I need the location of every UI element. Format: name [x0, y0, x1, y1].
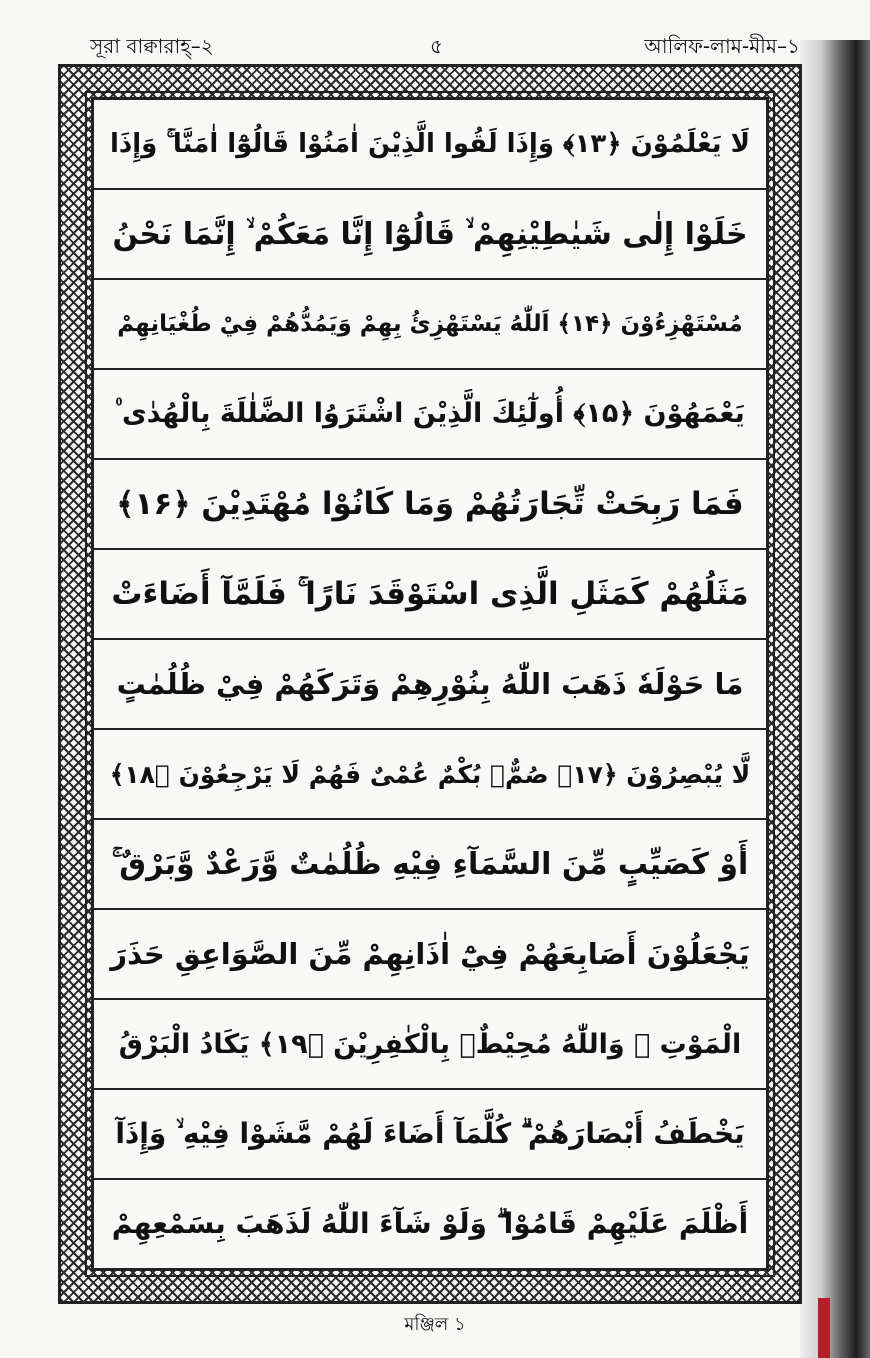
- verse-line: مُسْتَهْزِءُوْنَ ﴿۱۴﴾ اَللّٰهُ يَسْتَهْزِئُ بِهِمْ وَيَمُدُّهُمْ فِيْ طُغْيَانِهِمْ: [94, 280, 766, 370]
- verse-line: لَا يَعْلَمُوْنَ ﴿۱۳﴾ وَإِذَا لَقُوا الَّذِيْنَ اٰمَنُوْا قَالُوْٓا اٰمَنَّا ۚ وَإِذَا: [94, 100, 766, 190]
- verse-line: يَخْطَفُ أَبْصَارَهُمْ ۗ كُلَّمَآ أَضَاءَ لَهُمْ مَّشَوْا فِيْهِ ۙ وَإِذَآ: [94, 1090, 766, 1180]
- verse-line: فَمَا رَبِحَتْ تِّجَارَتُهُمْ وَمَا كَانُوْا مُهْتَدِيْنَ ﴿۱۶﴾: [94, 460, 766, 550]
- manzil-label: মঞ্জিল ১: [404, 1314, 466, 1335]
- verse-line: مَا حَوْلَهٗ ذَهَبَ اللّٰهُ بِنُوْرِهِمْ وَتَرَكَهُمْ فِيْ ظُلُمٰتٍ: [94, 640, 766, 730]
- verse-line: أَظْلَمَ عَلَيْهِمْ قَامُوْا ۗ وَلَوْ شَآءَ اللّٰهُ لَذَهَبَ بِسَمْعِهِمْ: [111, 1207, 749, 1240]
- verse-lines: [94, 100, 766, 1268]
- surah-name: সূরা বাক্বারাহ্‌–২: [90, 34, 214, 58]
- verse-line: أَوْ كَصَيِّبٍ مِّنَ السَّمَآءِ فِيْهِ ظُلُمٰتٌ وَّرَعْدٌ وَّبَرْقٌ ۚ: [94, 820, 766, 910]
- verse-line: يَعْمَهُوْنَ ﴿۱۵﴾ أُولٰٓئِكَ الَّذِيْنَ اشْتَرَوُا الضَّلٰلَةَ بِالْهُدٰى ۠: [94, 370, 766, 460]
- verse-line: يَجْعَلُوْنَ أَصَابِعَهُمْ فِيْٓ اٰذَانِهِمْ مِّنَ الصَّوَاعِقِ حَذَرَ: [94, 910, 766, 1000]
- page-number: ৫: [430, 34, 443, 58]
- page-header: [70, 30, 800, 64]
- verse-line: الْمَوْتِ ۗ وَاللّٰهُ مُحِيْطٌۢ بِالْكٰفِرِيْنَ ﴿۱۹﴾ يَكَادُ الْبَرْقُ: [94, 1000, 766, 1090]
- page-binding-shadow: [800, 40, 870, 1358]
- verse-line: مَثَلُهُمْ كَمَثَلِ الَّذِى اسْتَوْقَدَ نَارًا ۚ فَلَمَّآ أَضَاءَتْ: [94, 550, 766, 640]
- verse-line: خَلَوْا إِلٰى شَيٰطِيْنِهِمْ ۙ قَالُوْٓا إِنَّا مَعَكُمْ ۙ إِنَّمَا نَحْنُ: [94, 190, 766, 280]
- ornamental-border: [58, 64, 802, 1304]
- text-frame: [91, 97, 769, 1271]
- verse-line: لَّا يُبْصِرُوْنَ ﴿۱۷﴾ صُمٌّۢ بُكْمٌ عُمْىٌ فَهُمْ لَا يَرْجِعُوْنَ ﴿۱۸﴾: [94, 730, 766, 820]
- juz-name: আলিফ-লাম-মীম–১: [644, 34, 800, 58]
